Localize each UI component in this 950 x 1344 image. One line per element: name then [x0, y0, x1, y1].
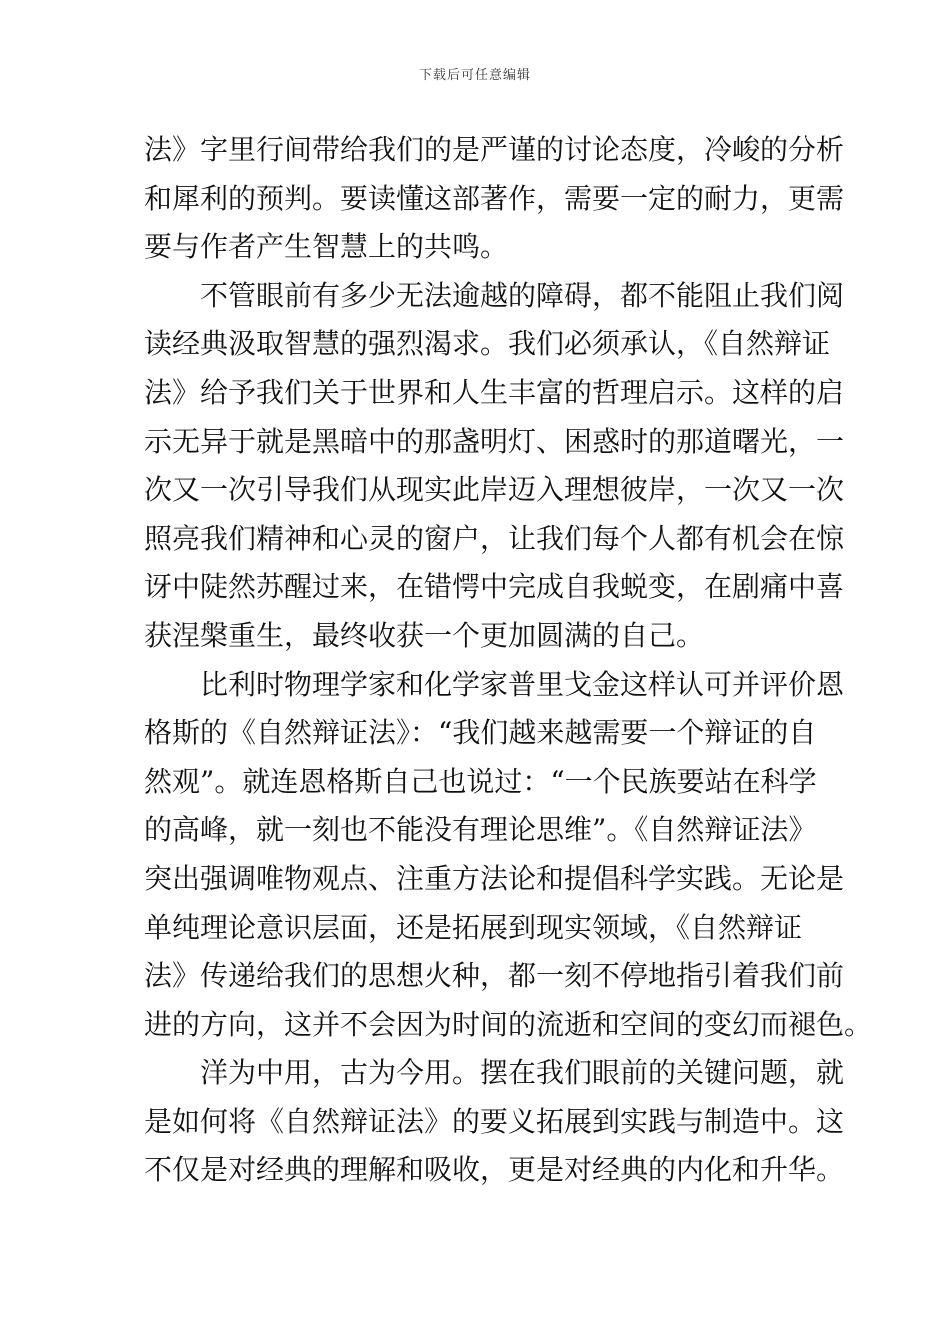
- text-line: 读经典汲取智慧的强烈渴求。我们必须承认，《自然辩证: [144, 327, 831, 361]
- text-line: 示无异于就是黑暗中的那盏明灯、困惑时的那道曙光，一: [144, 424, 845, 458]
- text-line: 法》给予我们关于世界和人生丰富的哲理启示。这样的启: [144, 375, 845, 409]
- paragraph-first-line: 洋为中用，古为今用。摆在我们眼前的关键问题，就: [200, 1056, 845, 1090]
- paragraph-first-line: 比利时物理学家和化学家普里戈金这样认可并评价恩: [200, 667, 845, 701]
- page-header: 下载后可任意编辑: [418, 68, 531, 83]
- text-line: 要与作者产生智慧上的共鸣。: [144, 230, 509, 264]
- text-line: 进的方向，这并不会因为时间的流逝和空间的变幻而褪色。: [144, 1007, 873, 1041]
- paragraph-first-line: 不管眼前有多少无法逾越的障碍，都不能阻止我们阅: [200, 278, 845, 312]
- text-line: 照亮我们精神和心灵的窗户，让我们每个人都有机会在惊: [144, 521, 845, 555]
- document-body: [144, 126, 873, 1195]
- text-line: 和犀利的预判。要读懂这部著作，需要一定的耐力，更需: [144, 181, 845, 215]
- text-line: 是如何将《自然辩证法》的要义拓展到实践与制造中。这: [144, 1104, 845, 1138]
- text-line: 法》传递给我们的思想火种，都一刻不停地指引着我们前: [144, 959, 845, 993]
- text-line: 然观”。就连恩格斯自己也说过：“一个民族要站在科学: [144, 764, 817, 798]
- text-line: 不仅是对经典的理解和吸收，更是对经典的内化和升华。: [144, 1153, 845, 1187]
- text-line: 突出强调唯物观点、注重方法论和提倡科学实践。无论是: [144, 861, 845, 895]
- text-line: 单纯理论意识层面，还是拓展到现实领域，《自然辩证: [144, 910, 803, 944]
- text-line: 的高峰，就一刻也不能没有理论思维”。《自然辩证法》: [144, 813, 817, 847]
- text-line: 法》字里行间带给我们的是严谨的讨论态度，冷峻的分析: [144, 133, 845, 166]
- text-line: 次又一次引导我们从现实此岸迈入理想彼岸，一次又一次: [144, 473, 845, 507]
- text-line: 讶中陡然苏醒过来，在错愕中完成自我蜕变，在剧痛中喜: [144, 570, 845, 604]
- text-line: 获涅槃重生，最终收获一个更加圆满的自己。: [144, 618, 705, 652]
- text-line: 格斯的《自然辩证法》：“我们越来越需要一个辩证的自: [144, 716, 817, 750]
